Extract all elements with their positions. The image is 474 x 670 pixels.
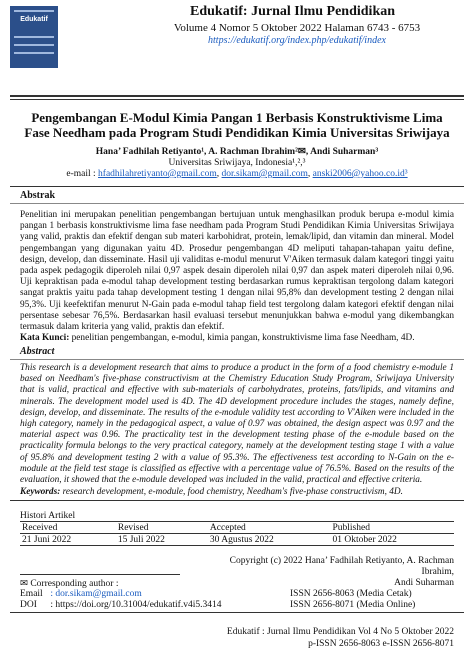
- abstract-heading-rule: [10, 359, 464, 360]
- email-link-3[interactable]: anski2006@yahoo.co.id³: [312, 169, 408, 179]
- abstract-heading: Abstract: [20, 346, 55, 357]
- email-link-2[interactable]: dor.sikam@gmail.com: [221, 169, 308, 179]
- journal-title: Edukatif: Jurnal Ilmu Pendidikan: [190, 4, 396, 19]
- logo-text: Edukatif: [20, 16, 48, 23]
- keywords-label-id: Kata Kunci:: [20, 333, 70, 343]
- envelope-icon: ✉: [20, 579, 28, 589]
- footer-line-1: Edukatif : Jurnal Ilmu Pendidikan Vol 4 No 5 Oktober 2022: [226, 627, 454, 637]
- abstrak-top-rule: [10, 186, 464, 187]
- history-value-row: [20, 534, 454, 546]
- issn-online: ISSN 2656-8071 (Media Online): [290, 600, 416, 610]
- history-header-row: [20, 522, 454, 534]
- doi-label: DOI: [20, 600, 37, 610]
- abstrak-heading-rule: [10, 203, 464, 204]
- abstract-bottom-rule: [10, 500, 464, 501]
- corr-rule: [20, 574, 180, 575]
- abstrak-keywords: [20, 333, 454, 344]
- abstrak-body: Penelitian ini merupakan penelitian pengembangan bertujuan untuk menghasilkan produk berupa e-modul kimia pangan 1 berbasis konstruktivisme lima fase needham pada Program Studi Pendidikan Kimia Universitas Sriwijaya yang valid, praktis dan efektif dengan sub materi karbohidrat, protein, lemak/lipid, dan vitamin dan mineral. Model pengembangan yang digunakan yaitu 4D. Prosedur pengembangan 4D meliputi tahapan-tahapan yaitu define, design, develop, dan disseminate. Hasil uji validitas e-modul menurut V'Aiken termasuk dalam kategori tinggi yaitu pada aspek pedagogik diperoleh nilai 0,97 aspek desain diperoleh nilai 0,97 dan aspek materi diperoleh nilai 0,96. Uji kepraktisan pada e-modul tahap development testing berdasarkan rumus kepraktisan tergolong dalam kategori sangat praktis yaitu pada tahap development testing 1 dengan nilai 95,8% dan development testing 2 dengan nilai 95,3%. Uji keefektifan menurut N-Gain pada e-modul tahap field test tergolong dalam kategori efektif dengan nilai persentase sebesar 76,5%. Berdasarkan hasil evaluasi tersebut menunjukkan bahwa e-modul yang dikembangkan termasuk dalam kriteria yang valid, praktis dan efektif.: [20, 210, 454, 333]
- author-emails: e-mail : hfadhilahretiyanto@gmail.com, dor.sikam@gmail.com, anski2006@yahoo.co.id³: [66, 169, 408, 179]
- authors: Hana’ Fadhilah Retiyanto¹, A. Rachman Ibrahim²✉, Andi Suharman³: [95, 147, 379, 157]
- abstract-body: This research is a development research that aims to produce a product in the form of a food chemistry e-module 1 based on Needham's five-phase constructivism at the Chemistry Education Study Program, Sriwijaya University that is valid, practical and effective with sub-materials of carbohydrates, proteins, fats/lipids, and vitamins and minerals. The development model used is 4D. The 4D development procedure includes the stages, namely define, design, develop, and disseminate. The results of the e-module validity test according to V'Aiken were included in the high category, namely in the pedagogical aspect, a value of 0.97 was obtained, the design aspect was 0.97 and the material aspect was 0.96. The practicality test in the development testing phase of the e-module based on the practicality formula belongs to the very practical category, namely at the development testing stage 1 with a value of 95.8% and development testing 2 with a value of 95.3%. The effectiveness test according to N-Gain on the e-module at the field test stage is classified as effective with a percentage value of 76.5%. Based on the results of the evaluation, it showed that the e-module developed was included in the valid, practical and effective criteria.: [20, 363, 454, 486]
- header-rule: [10, 95, 464, 97]
- header-rule-thin: [10, 99, 464, 100]
- keywords-en: research development, e-module, food chemistry, Needham's five-phase constructivism, 4D.: [62, 487, 403, 497]
- article-title: Pengembangan E-Modul Kimia Pangan 1 Berbasis Konstruktivisme Lima Fase Needham pada Program Studi Pendidikan Kimia Universitas Sriwijaya: [24, 110, 450, 140]
- footer-rule: [10, 612, 464, 613]
- copyright-line-1: Copyright (c) 2022 Hana’ Fadhilah Retiyanto, A. Rachman Ibrahim,: [229, 556, 454, 577]
- corr-email-label: Email: [20, 589, 43, 599]
- copyright: [200, 556, 454, 589]
- issn-print: ISSN 2656-8063 (Media Cetak): [290, 589, 412, 599]
- corresponding-label: Corresponding author :: [30, 579, 119, 589]
- abstract-keywords: [20, 487, 454, 498]
- journal-url[interactable]: https://edukatif.org/index.php/edukatif/index: [208, 35, 386, 46]
- email-link-1[interactable]: hfadhilahretiyanto@gmail.com: [98, 169, 217, 179]
- abstrak-heading: Abstrak: [20, 190, 56, 201]
- history-header: Received: [22, 522, 58, 533]
- corr-email-row: [20, 589, 454, 599]
- history-table: [20, 521, 454, 546]
- corr-email-value[interactable]: : dor.sikam@gmail.com: [50, 589, 142, 599]
- volume-line: Volume 4 Nomor 5 Oktober 2022 Halaman 6743 - 6753: [173, 22, 421, 34]
- history-header: Accepted: [209, 522, 246, 533]
- affiliation: Universitas Sriwijaya, Indonesia¹,²,³: [168, 158, 306, 168]
- corresponding-author: [20, 578, 118, 589]
- copyright-line-2: Andi Suharman: [394, 578, 454, 588]
- history-header: Revised: [117, 522, 149, 533]
- history-title: Histori Artikel: [20, 511, 76, 521]
- keywords-label-en: Keywords:: [20, 487, 61, 497]
- doi-row: [20, 600, 454, 610]
- journal-logo: [10, 6, 58, 68]
- history-header: Published: [332, 522, 370, 533]
- doi-value[interactable]: : https://doi.org/10.31004/edukatif.v4i5.3414: [50, 600, 222, 610]
- keywords-id: penelitian pengembangan, e-modul, kimia pangan, konstruktivisme lima fase Needham, 4D.: [71, 333, 415, 343]
- footer-line-2: p-ISSN 2656-8063 e-ISSN 2656-8071: [308, 639, 454, 649]
- email-label: e-mail :: [66, 169, 96, 179]
- history-value: 15 Juli 2022: [117, 534, 165, 545]
- history-value: 01 Oktober 2022: [332, 534, 397, 545]
- history-value: 30 Agustus 2022: [209, 534, 274, 545]
- history-value: 21 Juni 2022: [22, 534, 72, 545]
